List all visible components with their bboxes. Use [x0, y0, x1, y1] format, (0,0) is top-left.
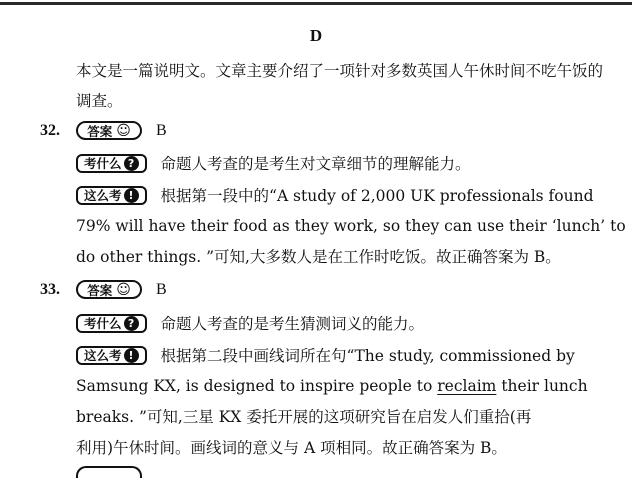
exclamation-icon: ! — [124, 188, 139, 203]
answer-badge-label: 答案 — [87, 282, 113, 298]
question-32-how-row — [76, 184, 594, 206]
what-text: 命题人考查的是考生对文章细节的理解能力。 — [160, 155, 471, 173]
what-badge-label: 考什么 — [84, 156, 122, 171]
question-32-what-row — [76, 152, 471, 174]
question-mark-icon: ? — [124, 316, 139, 331]
how-badge — [76, 186, 147, 205]
underlined-word: reclaim — [437, 377, 497, 395]
next-answer-badge-partial — [76, 466, 142, 478]
what-text: 命题人考查的是考生猜测词义的能力。 — [160, 315, 425, 333]
how-badge-label: 这么考 — [84, 348, 122, 363]
how-line: 79% will have their food as they work, so they can use their ‘lunch’ to — [76, 217, 626, 235]
section-title: D — [309, 26, 323, 45]
smile-icon: ☺ — [116, 122, 131, 139]
how-line: breaks. ”可知,三星 KX 委托开展的这项研究旨在启发人们重拾(再 — [76, 408, 532, 426]
how-line: 利用)午休时间。画线词的意义与 A 项相同。故正确答案为 B。 — [76, 439, 507, 457]
how-line-segment: Samsung KX, is designed to inspire people to — [76, 377, 433, 395]
exclamation-icon: ! — [124, 348, 139, 363]
answer-badge-label: 答案 — [87, 123, 113, 139]
how-badge-label: 这么考 — [84, 188, 122, 203]
question-33-how-row — [76, 344, 575, 366]
how-line: 根据第一段中的“A study of 2,000 UK professionals found — [160, 187, 594, 205]
question-number: 32. — [40, 121, 60, 139]
intro-paragraph: 本文是一篇说明文。文章主要介绍了一项针对多数英国人午休时间不吃午饭的调查。 — [76, 62, 604, 110]
question-mark-icon: ? — [124, 156, 139, 171]
answer-letter: B — [156, 121, 167, 139]
question-number: 33. — [40, 280, 60, 298]
how-line-segment: their lunch — [501, 377, 588, 395]
top-rule — [0, 2, 632, 5]
what-badge-label: 考什么 — [84, 316, 122, 331]
how-line-with-underline — [76, 371, 588, 401]
what-badge — [76, 314, 147, 333]
how-line: do other things. ”可知,大多数人是在工作时吃饭。故正确答案为 B。 — [76, 248, 561, 266]
how-line: 根据第二段中画线词所在句“The study, commissioned by — [160, 347, 575, 365]
question-32-answer-row — [40, 121, 167, 140]
question-33-answer-row — [40, 280, 167, 299]
what-badge — [76, 154, 147, 173]
answer-letter: B — [156, 280, 167, 298]
answer-badge — [76, 280, 142, 299]
how-badge — [76, 346, 147, 365]
question-33-what-row — [76, 312, 424, 334]
smile-icon: ☺ — [116, 281, 131, 298]
answer-badge — [76, 121, 142, 140]
